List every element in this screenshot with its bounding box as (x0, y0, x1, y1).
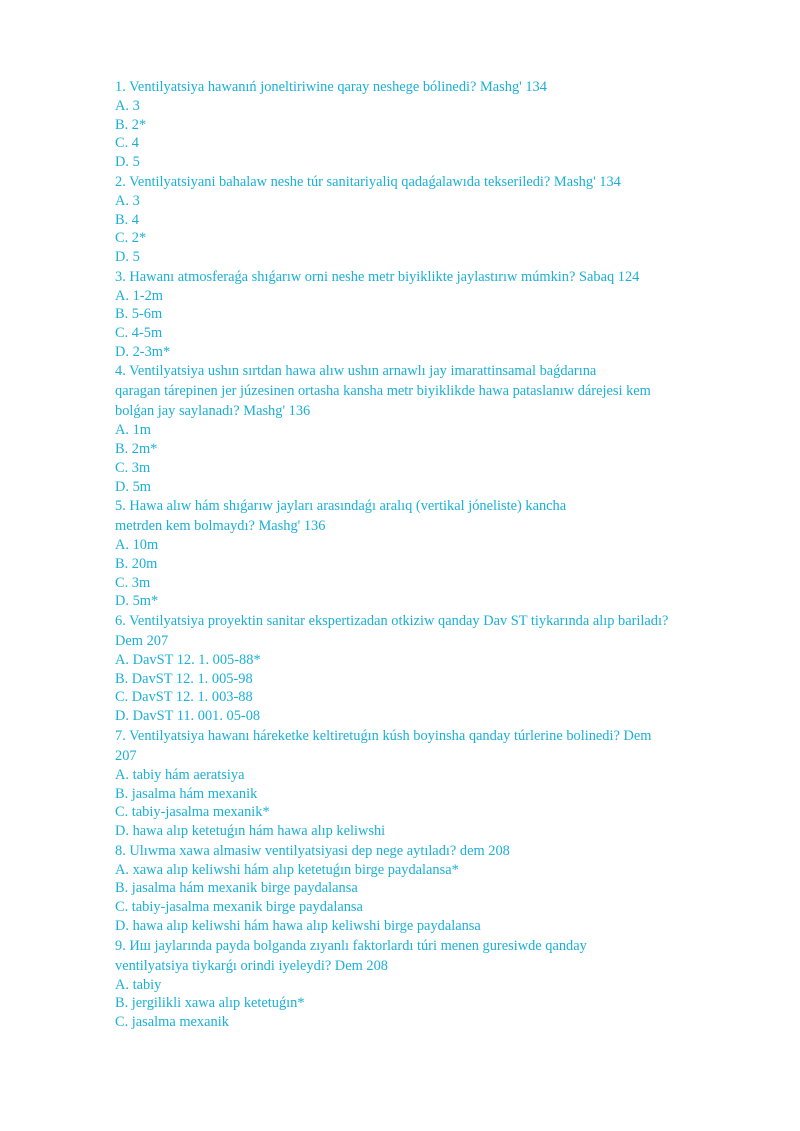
question-6 (115, 611, 755, 726)
answer-option: B. 20m (115, 555, 158, 572)
answer-option: B. 4 (115, 211, 139, 228)
question-5 (115, 496, 755, 611)
question-7 (115, 726, 755, 841)
question-text-line: 7. Ventilyatsiya hawanı háreketke keltiretuǵın kúsh boyinsha qanday túrlerine bolinedi? Dem (115, 727, 652, 744)
question-2 (115, 172, 755, 267)
answer-option: D. 5 (115, 154, 140, 171)
answer-option: B. 5-6m (115, 306, 163, 323)
answer-option: A. 10m (115, 537, 159, 554)
question-text-line: 8. Ulıwma xawa almasiw ventilyatsiyasi dep nege aytıladı? dem 208 (115, 842, 510, 859)
question-3 (115, 267, 755, 362)
answer-option: C. 2* (115, 230, 147, 247)
answer-option: B. jasalma hám mexanik (115, 785, 258, 802)
question-text-line: 4. Ventilyatsiya ushın sırtdan hawa alıw ushın arnawlı jay imarattinsamal baǵdarına (115, 363, 597, 380)
question-text-line: 3. Hawanı atmosferaǵa shıǵarıw orni neshe metr biyiklikte jaylastırıw múmkin? Sabaq 124 (115, 268, 640, 285)
question-text-line: 5. Hawa alıw hám shıǵarıw jayları arasındaǵı aralıq (vertikal jóneliste) kancha (115, 498, 567, 515)
answer-option: C. tabiy-jasalma mexanik birge paydalansa (115, 899, 363, 916)
answer-option: C. jasalma mexanik (115, 1013, 229, 1030)
question-9 (115, 936, 755, 1032)
question-text-line: 1. Ventilyatsiya hawanıń joneltiriwine qaray neshege bólinedi? Mashg' 134 (115, 79, 547, 95)
answer-option: D. hawa alıp ketetuǵın hám hawa alıp keliwshi (115, 822, 386, 839)
question-text-line: Dem 207 (115, 633, 169, 650)
answer-option: B. jergilikli xawa alıp ketetuǵın* (115, 995, 305, 1012)
answer-option: D. DavST 11. 001. 05-08 (115, 708, 261, 725)
answer-option: D. 5m* (115, 593, 159, 610)
answer-option: C. 3m (115, 459, 151, 476)
answer-option: A. 3 (115, 98, 140, 114)
question-text-line: 2. Ventilyatsiyani bahalaw neshe túr sanitariyaliq qadaǵalawıda tekseriledi? Mashg' 134 (115, 173, 621, 190)
question-text-line: ventilyatsiya tiykarǵı orindi iyeleydi? Dem 208 (115, 957, 388, 974)
question-text-line: qaragan tárepinen jer júzesinen ortasha kansha metr biyiklikde hawa pataslanıw dárejesi kem (115, 383, 651, 400)
answer-option: B. 2m* (115, 441, 158, 458)
answer-option: A. DavST 12. 1. 005-88* (115, 652, 261, 669)
answer-option: A. tabiy hám aeratsiya (115, 766, 245, 783)
answer-option: B. 2* (115, 116, 147, 133)
answer-option: A. xawa alıp keliwshi hám alıp ketetuǵın birge paydalansa* (115, 861, 459, 878)
question-1 (115, 77, 755, 172)
question-text-line: bolǵan jay saylanadı? Mashg' 136 (115, 403, 311, 420)
answer-option: B. DavST 12. 1. 005-98 (115, 670, 253, 687)
answer-option: C. tabiy-jasalma mexanik* (115, 804, 270, 821)
answer-option: A. 3 (115, 192, 140, 209)
answer-option: C. DavST 12. 1. 003-88 (115, 689, 253, 706)
question-4 (115, 361, 755, 496)
question-list (115, 77, 755, 1032)
answer-option: A. 1-2m (115, 287, 163, 304)
answer-option: A. 1m (115, 422, 151, 439)
question-text-line: 207 (115, 747, 137, 764)
answer-option: D. 2-3m* (115, 343, 171, 360)
question-text-line: metrden kem bolmaydı? Mashg' 136 (115, 518, 326, 535)
answer-option: C. 4-5m (115, 325, 163, 342)
answer-option: C. 4 (115, 135, 139, 152)
question-text-line: 9. Иш jaylarında payda bolganda zıyanlı faktorlardı túri menen guresiwde qanday (115, 937, 587, 954)
answer-option: D. hawa alıp keliwshi hám hawa alıp keliwshi birge paydalansa (115, 917, 481, 934)
question-8 (115, 841, 755, 936)
question-text-line: 6. Ventilyatsiya proyektin sanitar ekspertizadan otkiziw qanday Dav ST tiykarında alıp bariladı? (115, 613, 669, 630)
answer-option: D. 5 (115, 248, 140, 265)
answer-option: A. tabiy (115, 976, 162, 993)
answer-option: B. jasalma hám mexanik birge paydalansa (115, 880, 358, 897)
answer-option: D. 5m (115, 478, 151, 495)
answer-option: C. 3m (115, 574, 151, 591)
